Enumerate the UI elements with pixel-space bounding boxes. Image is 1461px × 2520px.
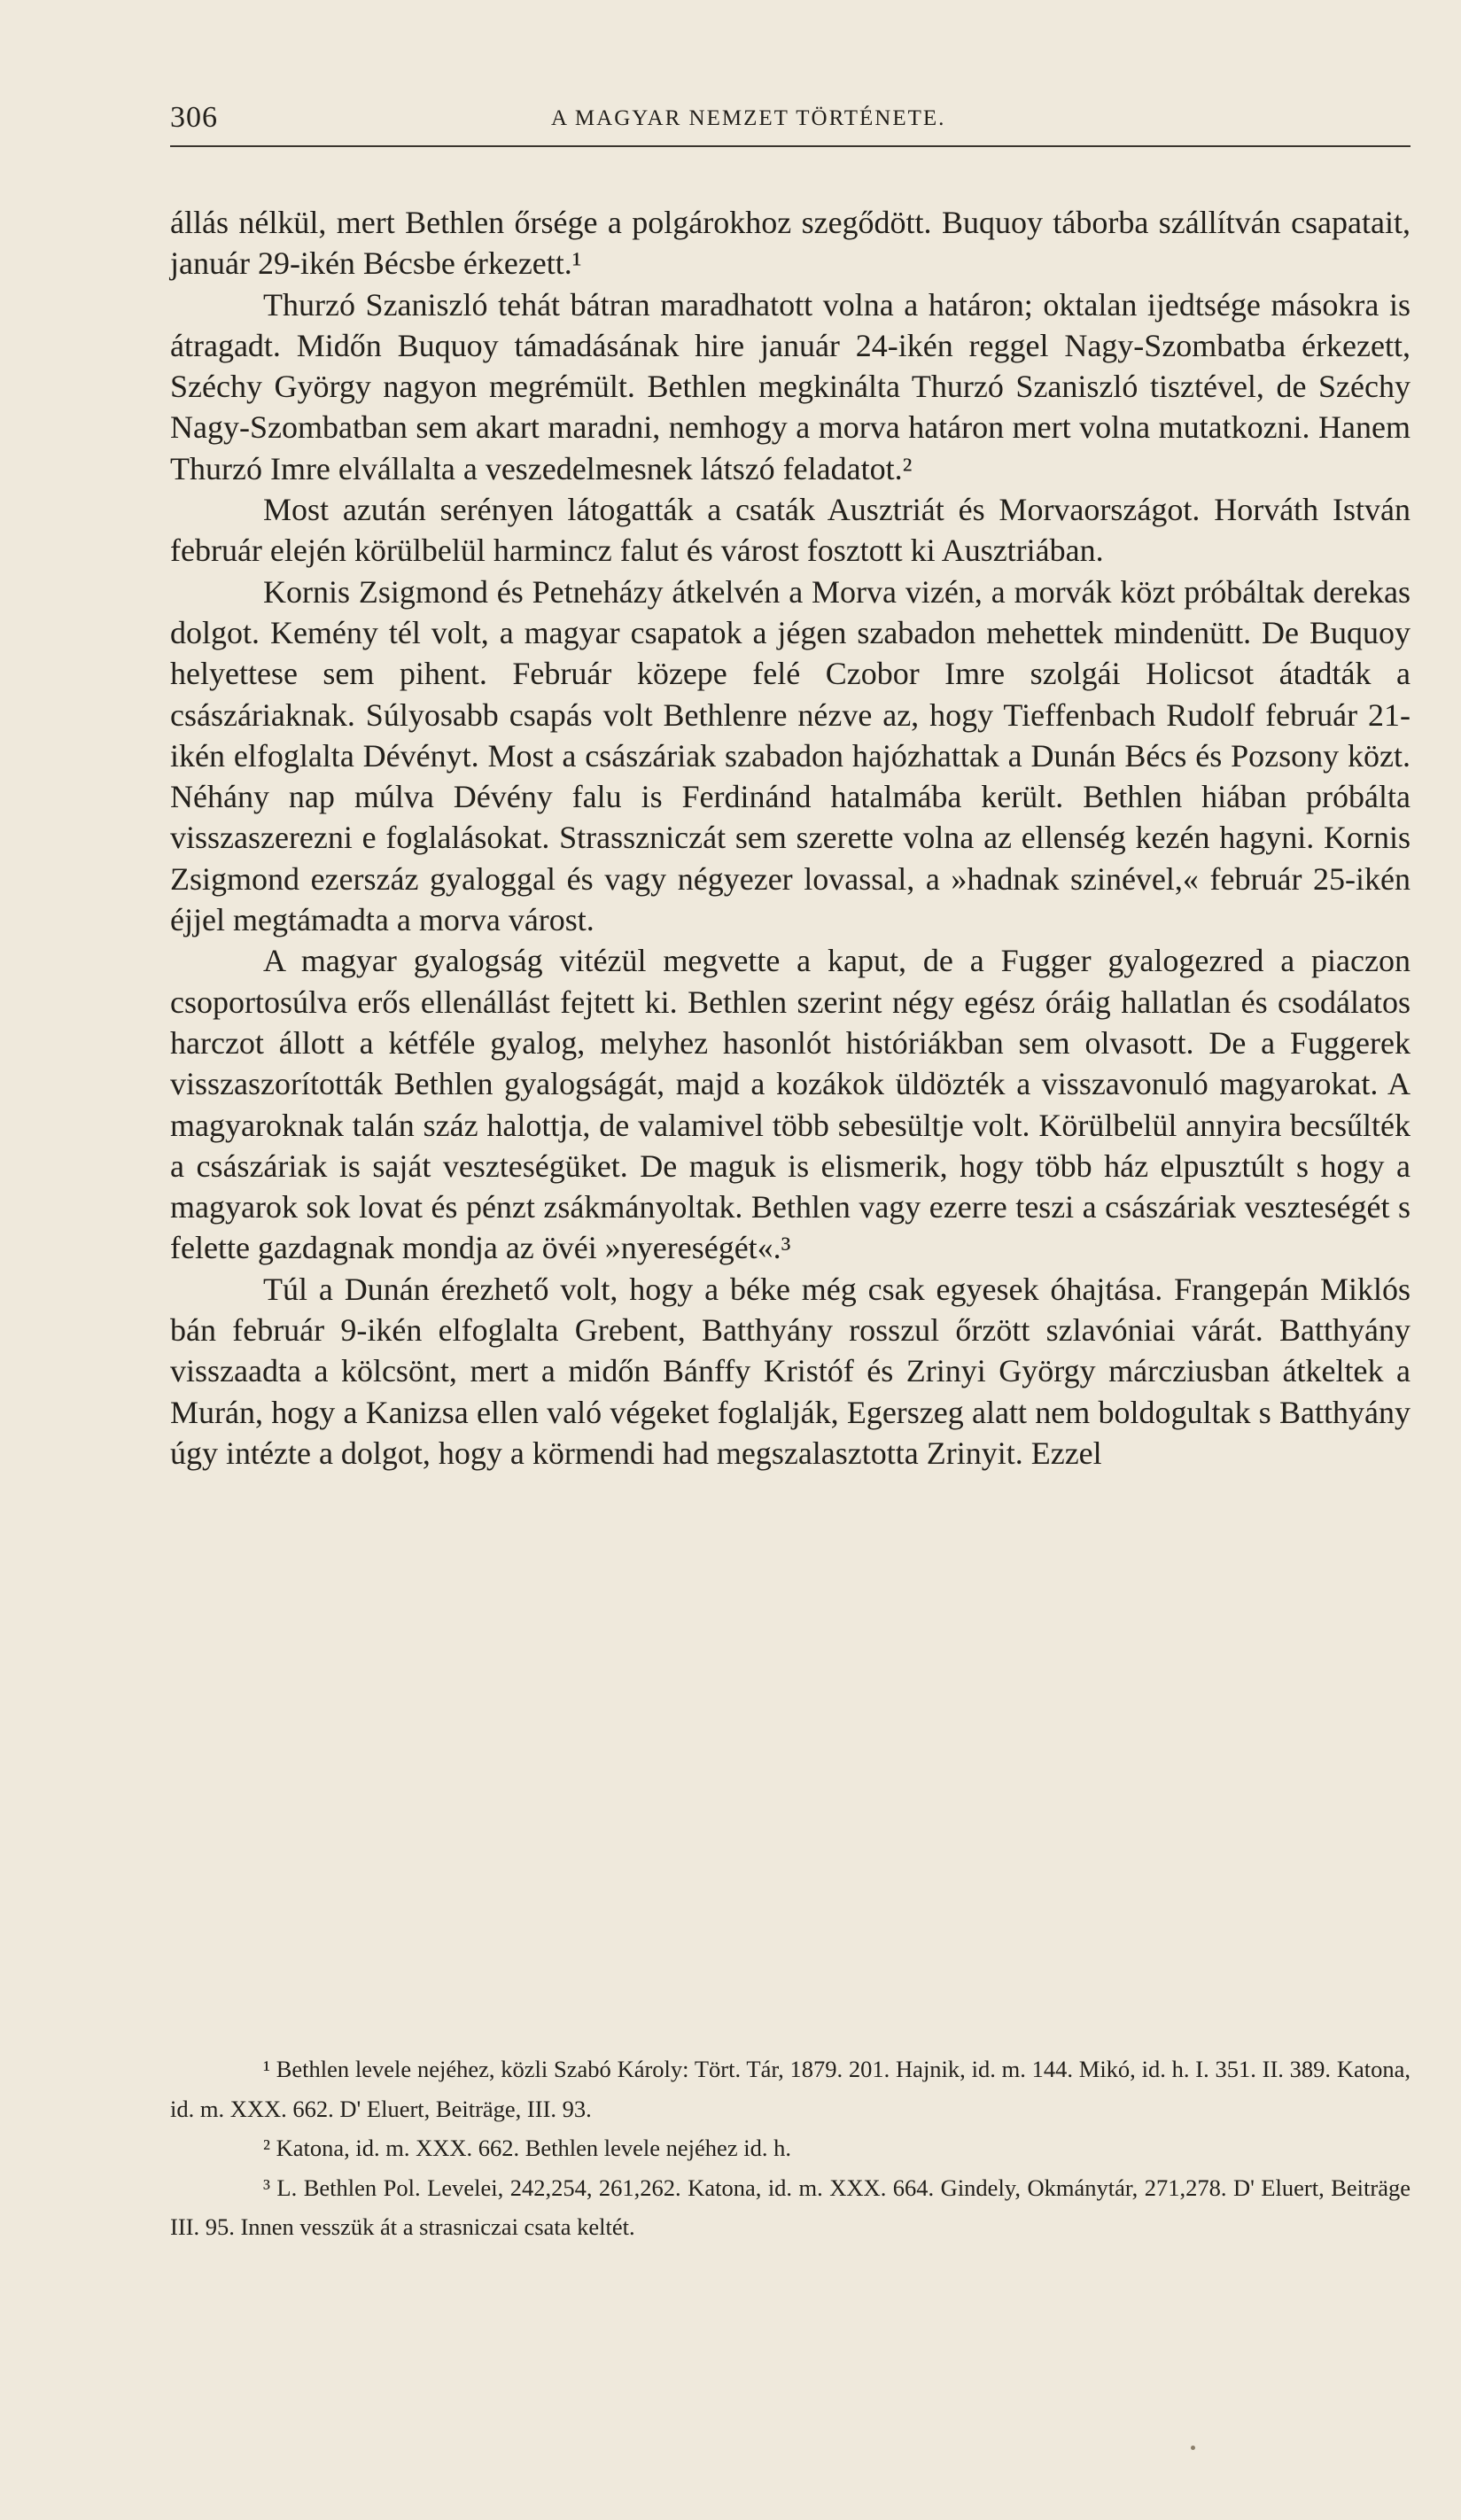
paragraph: Most azután serényen látogatták a csaták Ausztriát és Morvaországot. Horváth István február elején körülbelül harmincz falut és várost fosztott ki Ausztriában. [170,492,1410,569]
footnote: ¹ Bethlen levele nejéhez, közli Szabó Károly: Tört. Tár, 1879. 201. Hajnik, id. m. 144. Mikó, id. h. I. 351. II. 389. Katona, id. m. XXX. 662. D' Eluert, Beiträge, III. 93. [170,2056,1410,2122]
paragraph: Thurzó Szaniszló tehát bátran maradhatott volna a határon; oktalan ijedtsége másokra is átragadt. Midőn Buquoy támadásának hire január 24-ikén reggel Nagy-Szombatba érkezett, Széchy György nagyon megrémült. Bethlen megkinálta Thurzó Szaniszló tisztével, de Széchy Nagy-Szombatban sem akart maradni, nemhogy a morva határon mert volna mutatkozni. Hanem Thurzó Imre elvállalta a veszedelmesnek látszó feladatot.² [170,286,1410,486]
page-header [170,99,1410,142]
footnote: ² Katona, id. m. XXX. 662. Bethlen levele nejéhez id. h. [263,2135,791,2161]
page-number: 306 [170,101,218,134]
paragraph: Kornis Zsigmond és Petneházy átkelvén a Morva vizén, a morvák közt próbáltak derekas dolgot. Kemény tél volt, a magyar csapatok a jégen szabadon mehettek mindenütt. De Buquoy helyettese sem pihent. Február közepe felé Czobor Imre szolgái Holicsot átadták a császáriaknak. Súlyosabb csapás volt Bethlenre nézve az, hogy Tieffenbach Rudolf február 21-ikén elfoglalta Dévényt. Most a császáriak szabadon hajózhattak a Dunán Bécs és Pozsony közt. Néhány nap múlva Dévény falu is Ferdinánd hatalmába került. Bethlen hiában próbálta visszaszerezni e foglalásokat. Strasszniczát sem szerette volna az ellenség kezén hagyni. Kornis Zsigmond ezerszáz gyaloggal és vagy négyezer lovassal, a »hadnak szinével,« február 25-ikén éjjel megtámadta a morva várost. [170,573,1410,938]
running-title: A MAGYAR NEMZET TÖRTÉNETE. [551,106,946,130]
footnotes [170,2049,1410,2247]
paragraph: állás nélkül, mert Bethlen őrsége a polgárokhoz szegődött. Buquoy táborba szállítván csapatait, január 29-ikén Bécsbe érkezett.¹ [170,205,1410,282]
paper-speck [1191,2446,1195,2450]
paragraph: Túl a Dunán érezhető volt, hogy a béke még csak egyesek óhajtása. Frangepán Miklós bán február 9-ikén elfoglalta Grebent, Batthyány rosszul őrzött szlavóniai várát. Batthyány visszaadta a kölcsönt, mert a midőn Bánffy Kristóf és Zrinyi György márcziusban átkeltek a Murán, hogy a Kanizsa ellen való végeket foglalják, Egerszeg alatt nem boldogultak s Batthyány úgy intézte a dolgot, hogy a körmendi had megszalasztotta Zrinyit. Ezzel [170,1271,1410,1471]
main-text [170,202,1410,1474]
footnote: ³ L. Bethlen Pol. Levelei, 242,254, 261,262. Katona, id. m. XXX. 664. Gindely, Okmánytár, 271,278. D' Eluert, Beiträge III. 95. Innen vesszük át a strasniczai csata keltét. [170,2174,1410,2240]
paragraph: A magyar gyalogság vitézül megvette a kaput, de a Fugger gyalogezred a piaczon csoportosúlva erős ellenállást fejtett ki. Bethlen szerint négy egész óráig hallatlan és csodálatos harczot állott a kétféle gyalog, melyhez hasonlót históriákban sem olvasott. De a Fuggerek visszaszorították Bethlen gyalogságát, majd a kozákok üldözték a visszavonuló magyarokat. A magyaroknak talán száz halottja, de valamivel több sebesültje volt. Körülbelül annyira becsűlték a császáriak is saját veszteségüket. De maguk is elismerik, hogy több ház elpusztúlt s hogy a magyarok sok lovat és pénzt zsákmányoltak. Bethlen vagy ezerre teszi a császáriak veszteségét s felette gazdagnak mondja az övéi »nyereségét«.³ [170,943,1410,1266]
header-divider [170,145,1410,147]
